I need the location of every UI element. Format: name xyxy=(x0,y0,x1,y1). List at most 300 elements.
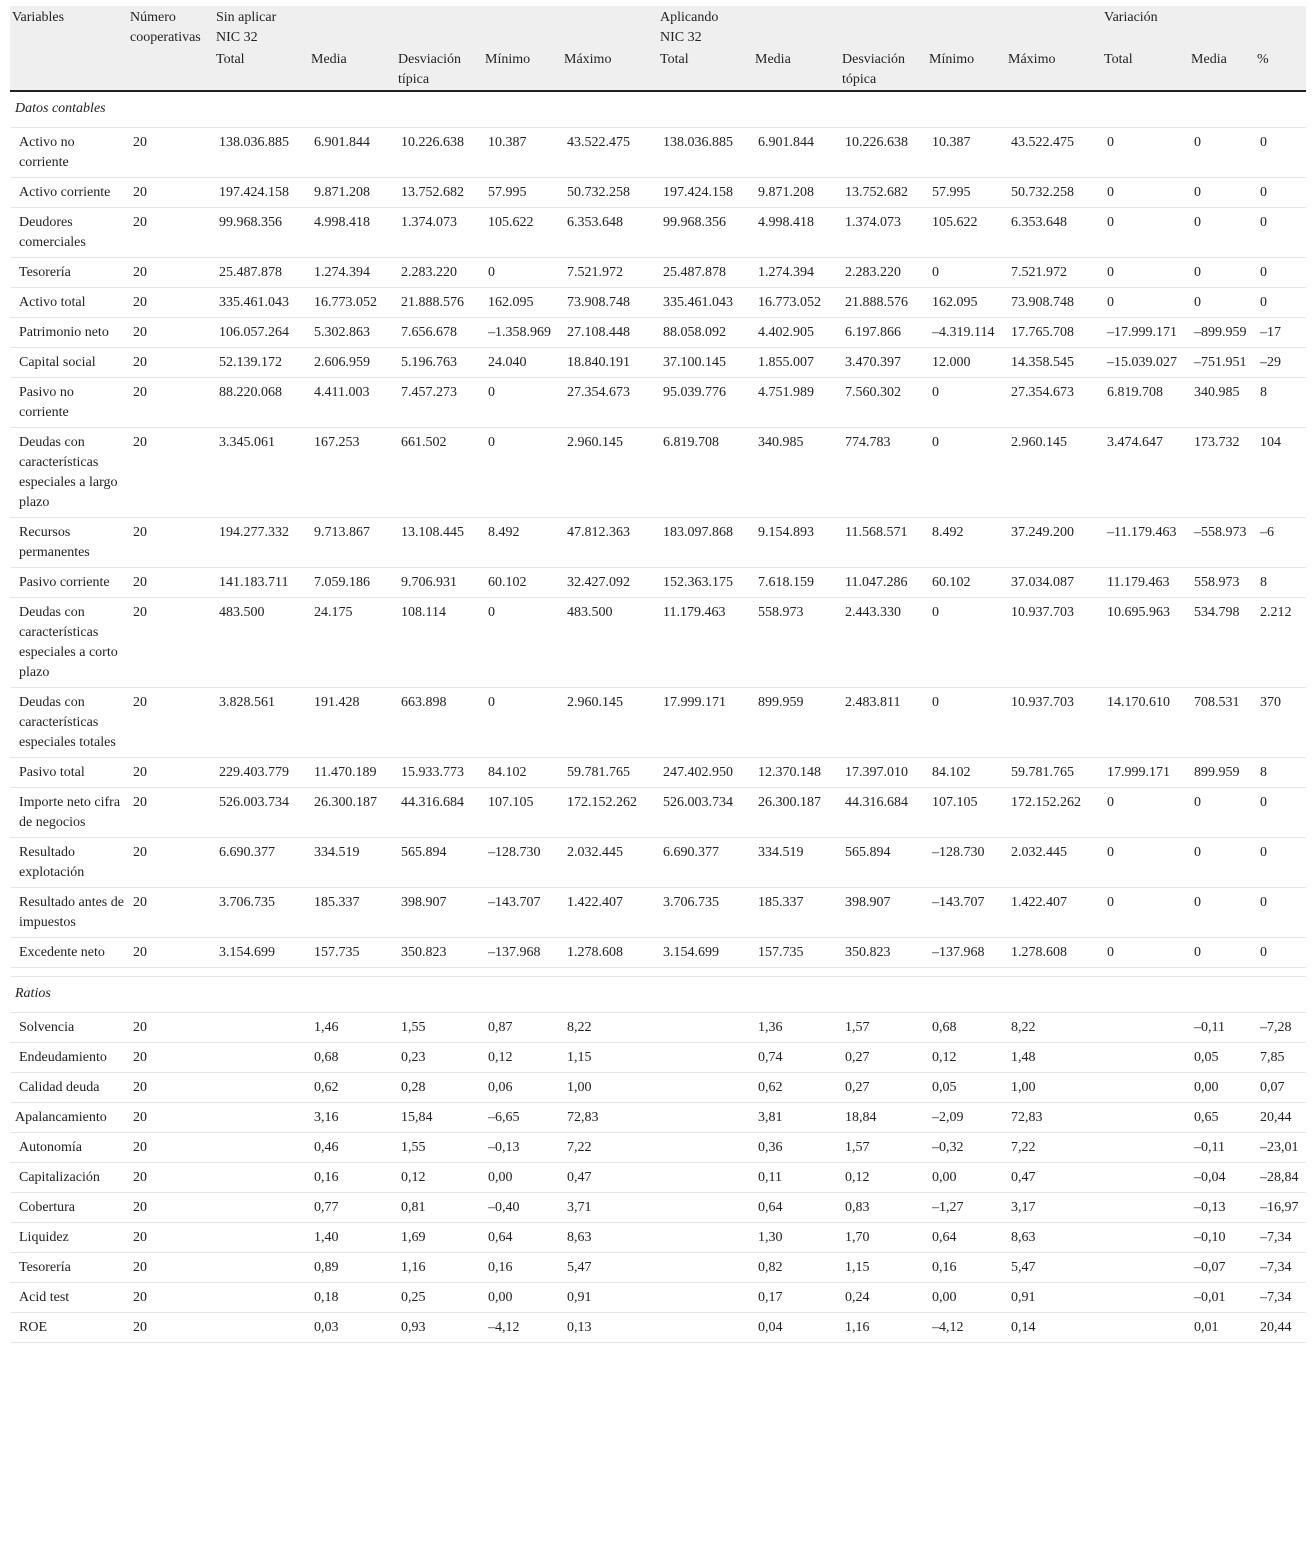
table-cell: 1,16 xyxy=(396,1253,483,1283)
table-cell: 5.196.763 xyxy=(396,348,483,378)
table-cell: 162.095 xyxy=(483,288,562,318)
table-cell: 27.108.448 xyxy=(562,318,658,348)
table-cell: 73.908.748 xyxy=(1006,288,1102,318)
table-cell: 15.933.773 xyxy=(396,758,483,788)
table-cell: 1,15 xyxy=(562,1043,658,1073)
table-cell: 6.901.844 xyxy=(753,128,840,178)
table-cell: 1.855.007 xyxy=(753,348,840,378)
table-cell: 0,36 xyxy=(753,1133,840,1163)
header-numero-under xyxy=(128,48,214,91)
table-cell: 6.353.648 xyxy=(1006,208,1102,258)
table-cell: –0,07 xyxy=(1189,1253,1255,1283)
table-cell: 60.102 xyxy=(927,568,1006,598)
table-cell: 9.871.208 xyxy=(309,178,396,208)
table-cell: 44.316.684 xyxy=(840,788,927,838)
table-cell: 340.985 xyxy=(753,428,840,518)
table-cell: 1,00 xyxy=(1006,1073,1102,1103)
table-cell: –137.968 xyxy=(483,938,562,968)
table-cell: 108.114 xyxy=(396,598,483,688)
row-count: 20 xyxy=(128,688,214,758)
row-count: 20 xyxy=(128,208,214,258)
table-cell: 21.888.576 xyxy=(396,288,483,318)
table-cell: 167.253 xyxy=(309,428,396,518)
header-sin-media: Media xyxy=(309,48,396,91)
table-cell: –16,97 xyxy=(1255,1193,1306,1223)
table-row xyxy=(10,688,1306,758)
table-cell: 0,91 xyxy=(1006,1283,1102,1313)
table-cell: –7,34 xyxy=(1255,1253,1306,1283)
data-table xyxy=(10,6,1306,1343)
table-cell xyxy=(658,1103,753,1133)
table-cell: –143.707 xyxy=(927,888,1006,938)
table-cell: 1,48 xyxy=(1006,1043,1102,1073)
table-cell: 0,27 xyxy=(840,1043,927,1073)
row-label: Liquidez xyxy=(10,1223,128,1253)
row-count: 20 xyxy=(128,1073,214,1103)
row-label: Deudas con características especiales a largo plazo xyxy=(10,428,128,518)
table-cell xyxy=(658,1013,753,1043)
table-cell: 0,00 xyxy=(483,1163,562,1193)
table-row xyxy=(10,1103,1306,1133)
row-count: 20 xyxy=(128,1253,214,1283)
row-label: Deudores comerciales xyxy=(10,208,128,258)
table-cell: 0,68 xyxy=(927,1013,1006,1043)
table-cell: 106.057.264 xyxy=(214,318,309,348)
table-cell: 340.985 xyxy=(1189,378,1255,428)
table-cell: 0,46 xyxy=(309,1133,396,1163)
header-apl-maximo: Máximo xyxy=(1006,48,1102,91)
table-cell: 15,84 xyxy=(396,1103,483,1133)
table-cell: 0 xyxy=(1255,888,1306,938)
table-cell: 0,00 xyxy=(483,1283,562,1313)
table-cell: 0 xyxy=(1189,788,1255,838)
table-cell xyxy=(214,1283,309,1313)
table-cell xyxy=(1102,1223,1189,1253)
table-row xyxy=(10,1073,1306,1103)
table-cell: 0 xyxy=(1102,128,1189,178)
row-label: Endeudamiento xyxy=(10,1043,128,1073)
table-cell: 398.907 xyxy=(840,888,927,938)
table-row xyxy=(10,598,1306,688)
row-label: Deudas con características especiales totales xyxy=(10,688,128,758)
table-cell: 2.960.145 xyxy=(562,428,658,518)
table-cell: 0 xyxy=(1255,208,1306,258)
table-cell: 7.521.972 xyxy=(562,258,658,288)
table-cell: 1,00 xyxy=(562,1073,658,1103)
table-cell: 708.531 xyxy=(1189,688,1255,758)
table-cell: –0,11 xyxy=(1189,1013,1255,1043)
table-cell: 44.316.684 xyxy=(396,788,483,838)
table-cell: 157.735 xyxy=(753,938,840,968)
table-cell: 4.402.905 xyxy=(753,318,840,348)
table-cell: 8,63 xyxy=(1006,1223,1102,1253)
table-cell: 661.502 xyxy=(396,428,483,518)
table-cell: 1.374.073 xyxy=(840,208,927,258)
row-count: 20 xyxy=(128,318,214,348)
row-count: 20 xyxy=(128,598,214,688)
table-cell: 1,57 xyxy=(840,1013,927,1043)
table-cell: 0,18 xyxy=(309,1283,396,1313)
table-row xyxy=(10,1133,1306,1163)
table-cell xyxy=(1102,1163,1189,1193)
header-sin-aplicar-label: Sin aplicar NIC 32 xyxy=(216,10,277,45)
table-cell: 0,06 xyxy=(483,1073,562,1103)
table-cell: 11.047.286 xyxy=(840,568,927,598)
table-cell: 0,12 xyxy=(396,1163,483,1193)
table-cell: 1.374.073 xyxy=(396,208,483,258)
table-cell: 0,47 xyxy=(1006,1163,1102,1193)
table-cell xyxy=(658,1253,753,1283)
table-cell: 105.622 xyxy=(927,208,1006,258)
table-cell: 6.690.377 xyxy=(658,838,753,888)
table-cell: 0,12 xyxy=(927,1043,1006,1073)
table-cell: 7.618.159 xyxy=(753,568,840,598)
table-cell: 10.226.638 xyxy=(396,128,483,178)
table-cell: 52.139.172 xyxy=(214,348,309,378)
table-cell: 2.032.445 xyxy=(562,838,658,888)
table-cell: 0,83 xyxy=(840,1193,927,1223)
table-body xyxy=(10,91,1306,1343)
header-aplicando-label: Aplicando NIC 32 xyxy=(660,10,719,45)
spacer-cell xyxy=(10,968,1306,977)
table-cell: 197.424.158 xyxy=(214,178,309,208)
table-cell: 0 xyxy=(1189,258,1255,288)
table-row xyxy=(10,1013,1306,1043)
table-cell: –0,11 xyxy=(1189,1133,1255,1163)
table-cell: 0 xyxy=(1189,838,1255,888)
table-cell: 59.781.765 xyxy=(1006,758,1102,788)
table-cell: 17.397.010 xyxy=(840,758,927,788)
table-cell: –1,27 xyxy=(927,1193,1006,1223)
table-cell: –0,32 xyxy=(927,1133,1006,1163)
table-cell: 370 xyxy=(1255,688,1306,758)
table-cell: 1.274.394 xyxy=(309,258,396,288)
row-label: Capitalización xyxy=(10,1163,128,1193)
table-row xyxy=(10,1283,1306,1313)
table-cell: 8.492 xyxy=(927,518,1006,568)
table-cell: 14.358.545 xyxy=(1006,348,1102,378)
table-row xyxy=(10,348,1306,378)
table-cell: 483.500 xyxy=(562,598,658,688)
table-cell: –1.358.969 xyxy=(483,318,562,348)
row-label: ROE xyxy=(10,1313,128,1343)
table-row xyxy=(10,208,1306,258)
table-cell: 0,12 xyxy=(483,1043,562,1073)
table-cell: 16.773.052 xyxy=(753,288,840,318)
table-cell: –7,28 xyxy=(1255,1013,1306,1043)
table-cell: –558.973 xyxy=(1189,518,1255,568)
table-cell: 5,47 xyxy=(562,1253,658,1283)
table-cell: 0,64 xyxy=(753,1193,840,1223)
table-row xyxy=(10,568,1306,598)
header-numero: Número cooperativas xyxy=(128,6,214,48)
table-cell: 0 xyxy=(483,378,562,428)
table-cell: 0 xyxy=(927,688,1006,758)
table-cell: 229.403.779 xyxy=(214,758,309,788)
table-cell: 185.337 xyxy=(309,888,396,938)
table-row xyxy=(10,788,1306,838)
table-cell: –7,34 xyxy=(1255,1283,1306,1313)
table-cell: 0 xyxy=(483,258,562,288)
table-cell xyxy=(658,1043,753,1073)
table-cell: 0,47 xyxy=(562,1163,658,1193)
table-cell xyxy=(214,1223,309,1253)
table-cell: 0 xyxy=(1255,258,1306,288)
header-var-pct: % xyxy=(1255,48,1306,91)
table-cell: 152.363.175 xyxy=(658,568,753,598)
row-count: 20 xyxy=(128,788,214,838)
table-cell: –0,13 xyxy=(1189,1193,1255,1223)
table-row xyxy=(10,378,1306,428)
table-cell: 0,27 xyxy=(840,1073,927,1103)
row-count: 20 xyxy=(128,128,214,178)
table-cell: 0 xyxy=(1255,938,1306,968)
table-cell xyxy=(658,1073,753,1103)
table-cell: 18,84 xyxy=(840,1103,927,1133)
row-label: Cobertura xyxy=(10,1193,128,1223)
table-cell: 37.100.145 xyxy=(658,348,753,378)
row-label: Recursos permanentes xyxy=(10,518,128,568)
table-cell: 565.894 xyxy=(840,838,927,888)
row-label: Activo corriente xyxy=(10,178,128,208)
table-row xyxy=(10,1223,1306,1253)
table-cell: 72,83 xyxy=(562,1103,658,1133)
table-cell: 9.871.208 xyxy=(753,178,840,208)
table-cell: 8,63 xyxy=(562,1223,658,1253)
table-cell: 0,62 xyxy=(753,1073,840,1103)
row-count: 20 xyxy=(128,1043,214,1073)
table-cell: 0 xyxy=(927,378,1006,428)
header-apl-media: Media xyxy=(753,48,840,91)
table-cell: 3,16 xyxy=(309,1103,396,1133)
table-cell: 37.249.200 xyxy=(1006,518,1102,568)
table-cell xyxy=(214,1193,309,1223)
table-cell: 0,00 xyxy=(1189,1073,1255,1103)
table-cell: 172.152.262 xyxy=(562,788,658,838)
table-cell: 0,64 xyxy=(927,1223,1006,1253)
table-cell: –17 xyxy=(1255,318,1306,348)
header-variables-under xyxy=(10,48,128,91)
table-cell: 0,05 xyxy=(1189,1043,1255,1073)
row-count: 20 xyxy=(128,1013,214,1043)
table-cell: –4,12 xyxy=(483,1313,562,1343)
table-cell: 0,00 xyxy=(927,1283,1006,1313)
table-cell: 10.937.703 xyxy=(1006,598,1102,688)
table-cell: –2,09 xyxy=(927,1103,1006,1133)
header-sin-minimo: Mínimo xyxy=(483,48,562,91)
table-cell: 0,87 xyxy=(483,1013,562,1043)
row-label: Capital social xyxy=(10,348,128,378)
table-cell: 10.387 xyxy=(483,128,562,178)
table-cell: 1,30 xyxy=(753,1223,840,1253)
table-cell xyxy=(214,1133,309,1163)
table-cell: 0,12 xyxy=(840,1163,927,1193)
table-cell: 8,22 xyxy=(562,1013,658,1043)
table-cell: 2.443.330 xyxy=(840,598,927,688)
table-cell: 3.154.699 xyxy=(658,938,753,968)
table-cell: 20,44 xyxy=(1255,1313,1306,1343)
table-cell: –17.999.171 xyxy=(1102,318,1189,348)
table-cell: 0 xyxy=(1102,938,1189,968)
table-cell: 0,89 xyxy=(309,1253,396,1283)
table-cell: 13.752.682 xyxy=(396,178,483,208)
table-cell: 57.995 xyxy=(927,178,1006,208)
table-cell: 6.690.377 xyxy=(214,838,309,888)
table-cell: 99.968.356 xyxy=(658,208,753,258)
table-cell: 1.422.407 xyxy=(562,888,658,938)
table-cell: 0,04 xyxy=(753,1313,840,1343)
table-cell: 88.220.068 xyxy=(214,378,309,428)
table-cell: 72,83 xyxy=(1006,1103,1102,1133)
table-cell: 0,17 xyxy=(753,1283,840,1313)
table-cell: 0,68 xyxy=(309,1043,396,1073)
table-cell: –7,34 xyxy=(1255,1223,1306,1253)
table-cell xyxy=(658,1133,753,1163)
table-row xyxy=(10,758,1306,788)
table-cell: 95.039.776 xyxy=(658,378,753,428)
table-cell: 0,93 xyxy=(396,1313,483,1343)
table-cell: 194.277.332 xyxy=(214,518,309,568)
table-cell: –6,65 xyxy=(483,1103,562,1133)
table-cell: 4.411.003 xyxy=(309,378,396,428)
table-cell: 0,16 xyxy=(309,1163,396,1193)
table-cell: 138.036.885 xyxy=(214,128,309,178)
table-cell: 1.422.407 xyxy=(1006,888,1102,938)
table-cell: 172.152.262 xyxy=(1006,788,1102,838)
table-cell: 25.487.878 xyxy=(214,258,309,288)
table-cell xyxy=(658,1313,753,1343)
header-apl-total: Total xyxy=(658,48,753,91)
table-cell: 1,55 xyxy=(396,1013,483,1043)
header-aplicando xyxy=(658,6,1102,48)
table-cell: 0 xyxy=(1189,888,1255,938)
row-label: Resultado antes de impuestos xyxy=(10,888,128,938)
table-cell: 899.959 xyxy=(1189,758,1255,788)
table-cell: 0 xyxy=(1102,838,1189,888)
table-cell: 0 xyxy=(1102,888,1189,938)
table-row xyxy=(10,1163,1306,1193)
table-cell xyxy=(658,1223,753,1253)
row-label: Calidad deuda xyxy=(10,1073,128,1103)
table-cell: 0,77 xyxy=(309,1193,396,1223)
table-cell: 0 xyxy=(1255,838,1306,888)
table-cell: –23,01 xyxy=(1255,1133,1306,1163)
table-cell xyxy=(214,1013,309,1043)
table-cell: –751.951 xyxy=(1189,348,1255,378)
table-cell xyxy=(214,1073,309,1103)
table-row xyxy=(10,318,1306,348)
table-cell: 14.170.610 xyxy=(1102,688,1189,758)
table-cell xyxy=(1102,1313,1189,1343)
table-cell xyxy=(658,1193,753,1223)
table-cell: 335.461.043 xyxy=(658,288,753,318)
table-header xyxy=(10,6,1306,91)
section-header-row xyxy=(10,91,1306,128)
table-cell: 3.828.561 xyxy=(214,688,309,758)
table-cell: 0,11 xyxy=(753,1163,840,1193)
table-cell: 12.000 xyxy=(927,348,1006,378)
table-cell: 162.095 xyxy=(927,288,1006,318)
table-cell xyxy=(1102,1133,1189,1163)
table-cell: 183.097.868 xyxy=(658,518,753,568)
header-apl-desviacion: Desviación tópica xyxy=(840,48,927,91)
row-label: Solvencia xyxy=(10,1013,128,1043)
header-apl-minimo: Mínimo xyxy=(927,48,1006,91)
table-cell: 6.819.708 xyxy=(1102,378,1189,428)
table-cell: 10.387 xyxy=(927,128,1006,178)
table-cell: 17.999.171 xyxy=(1102,758,1189,788)
table-cell: 0 xyxy=(927,598,1006,688)
table-cell: 334.519 xyxy=(309,838,396,888)
table-cell: 25.487.878 xyxy=(658,258,753,288)
row-label: Importe neto cifra de negocios xyxy=(10,788,128,838)
table-cell: 21.888.576 xyxy=(840,288,927,318)
row-count: 20 xyxy=(128,1193,214,1223)
table-cell: 7.059.186 xyxy=(309,568,396,598)
table-cell: 1,57 xyxy=(840,1133,927,1163)
table-cell: 26.300.187 xyxy=(753,788,840,838)
table-cell: 2.483.811 xyxy=(840,688,927,758)
table-cell: 84.102 xyxy=(483,758,562,788)
table-cell: 1,40 xyxy=(309,1223,396,1253)
table-cell: 8.492 xyxy=(483,518,562,568)
table-cell: –137.968 xyxy=(927,938,1006,968)
row-label: Tesorería xyxy=(10,258,128,288)
table-cell: 0,91 xyxy=(562,1283,658,1313)
table-cell: –6 xyxy=(1255,518,1306,568)
table-cell: 0 xyxy=(1189,208,1255,258)
table-cell xyxy=(1102,1253,1189,1283)
row-label: Tesorería xyxy=(10,1253,128,1283)
row-count: 20 xyxy=(128,378,214,428)
table-cell xyxy=(214,1163,309,1193)
table-cell: 2.283.220 xyxy=(840,258,927,288)
table-cell: 11.179.463 xyxy=(1102,568,1189,598)
table-cell: 6.353.648 xyxy=(562,208,658,258)
table-cell: 17.999.171 xyxy=(658,688,753,758)
table-cell: 50.732.258 xyxy=(562,178,658,208)
table-cell: 1.278.608 xyxy=(1006,938,1102,968)
table-cell: 10.937.703 xyxy=(1006,688,1102,758)
table-cell: 2.212 xyxy=(1255,598,1306,688)
section-header-row xyxy=(10,977,1306,1013)
table-cell: 8 xyxy=(1255,378,1306,428)
table-cell: 185.337 xyxy=(753,888,840,938)
table-cell: 0,62 xyxy=(309,1073,396,1103)
table-cell xyxy=(1102,1013,1189,1043)
header-sin-total: Total xyxy=(214,48,309,91)
table-cell: 104 xyxy=(1255,428,1306,518)
table-cell: 84.102 xyxy=(927,758,1006,788)
section-spacer xyxy=(10,968,1306,977)
table-cell: 0 xyxy=(1255,288,1306,318)
table-cell: 3.474.647 xyxy=(1102,428,1189,518)
table-cell: 8,22 xyxy=(1006,1013,1102,1043)
row-count: 20 xyxy=(128,938,214,968)
table-cell xyxy=(658,1163,753,1193)
table-cell: 47.812.363 xyxy=(562,518,658,568)
table-cell: 59.781.765 xyxy=(562,758,658,788)
row-label: Pasivo corriente xyxy=(10,568,128,598)
table-row xyxy=(10,518,1306,568)
table-cell: –28,84 xyxy=(1255,1163,1306,1193)
table-cell: 8 xyxy=(1255,758,1306,788)
table-cell: 11.568.571 xyxy=(840,518,927,568)
table-cell: 1.274.394 xyxy=(753,258,840,288)
table-cell: 26.300.187 xyxy=(309,788,396,838)
table-cell: 0 xyxy=(1255,128,1306,178)
table-cell: 2.960.145 xyxy=(1006,428,1102,518)
